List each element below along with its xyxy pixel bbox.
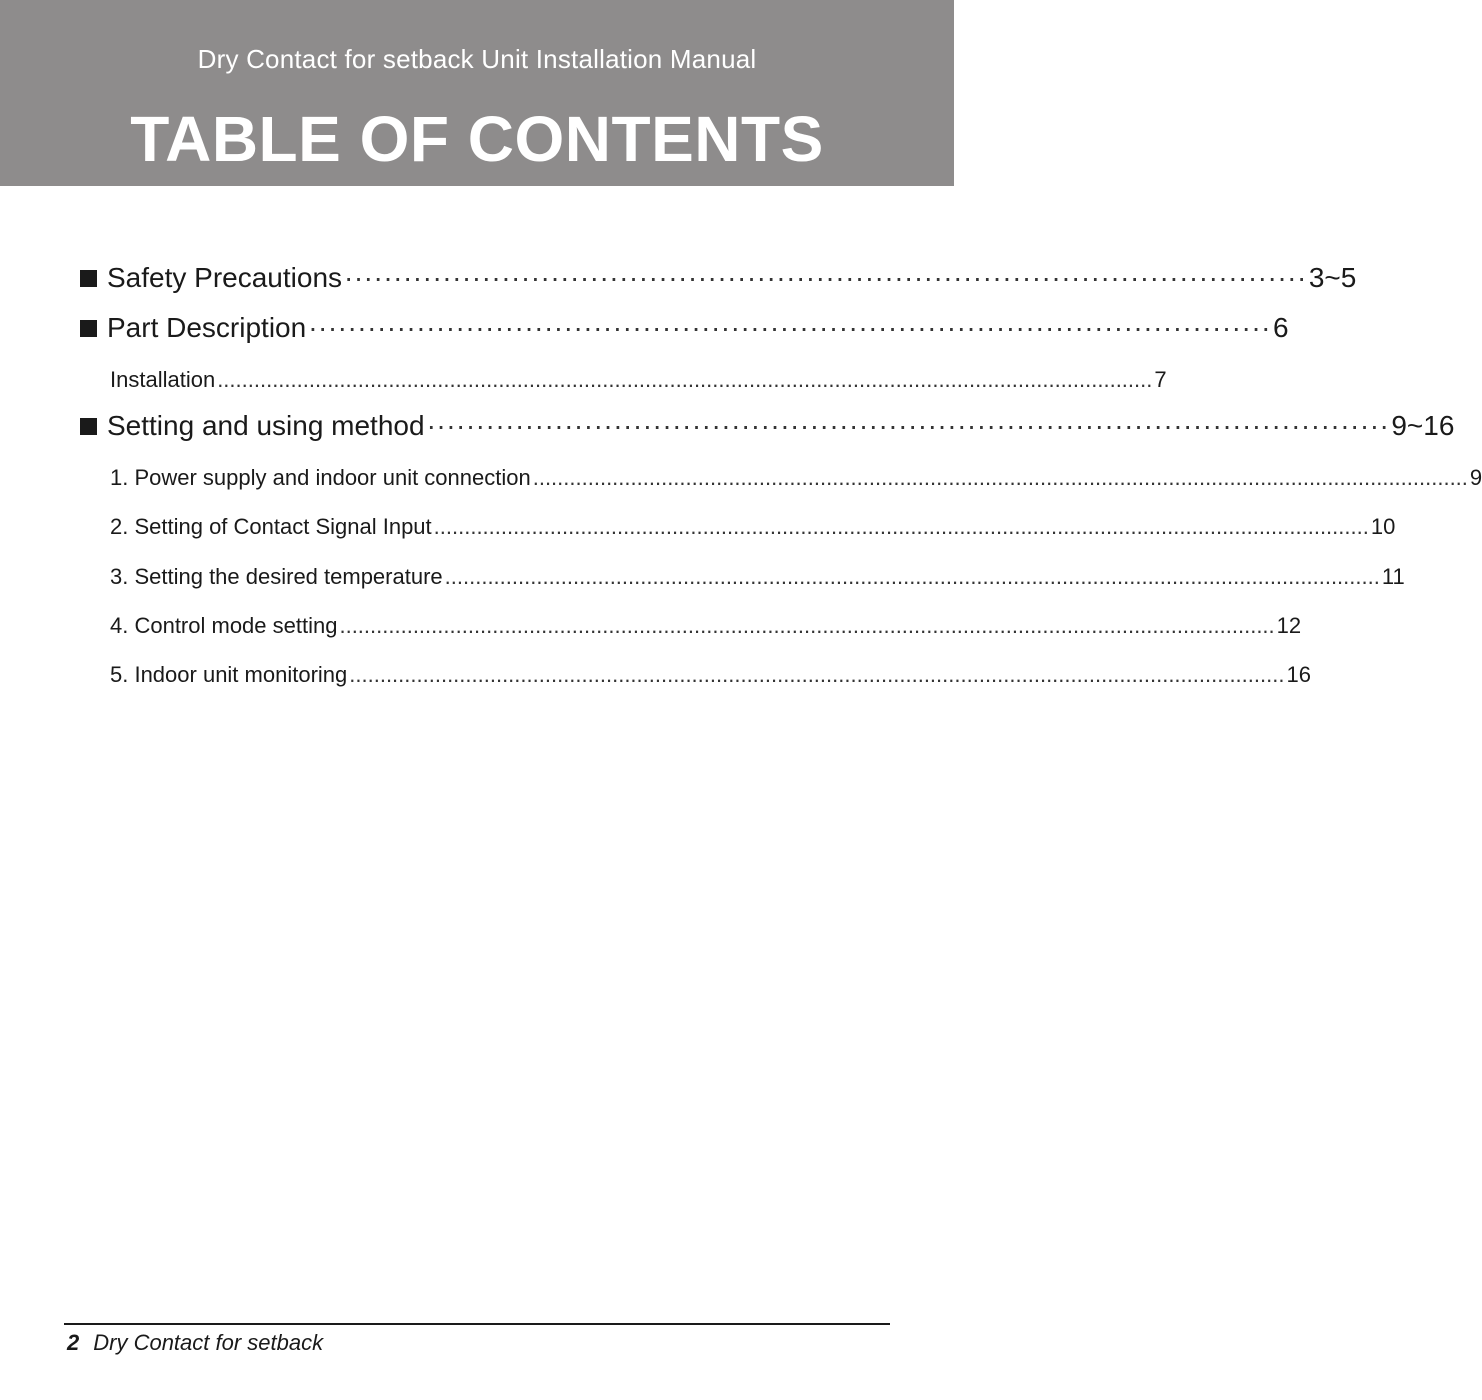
toc-entry-power-supply[interactable] bbox=[110, 465, 1482, 491]
dot-leader: ......................................................................................................................................................... bbox=[217, 367, 1153, 392]
toc-entry-contact-signal-input[interactable] bbox=[110, 514, 1396, 540]
header-banner bbox=[0, 0, 954, 186]
dot-leader: ·································································································· bbox=[426, 410, 1390, 441]
dot-leader: ......................................................................................................................................................... bbox=[433, 514, 1369, 539]
footer-divider bbox=[64, 1323, 890, 1325]
dot-leader: ......................................................................................................................................................... bbox=[349, 662, 1285, 687]
toc-entry-page: 7 bbox=[1154, 367, 1167, 392]
toc-entry-label: 1. Power supply and indoor unit connection bbox=[110, 465, 531, 490]
toc-entry-page: 3~5 bbox=[1308, 262, 1357, 293]
toc-entry-setting-and-using-method[interactable] bbox=[80, 410, 1455, 442]
toc-entry-label: Setting and using method bbox=[107, 410, 425, 441]
footer bbox=[67, 1330, 323, 1356]
dot-leader: ......................................................................................................................................................... bbox=[532, 465, 1468, 490]
toc-entry-indoor-unit-monitoring[interactable] bbox=[110, 662, 1311, 688]
dot-leader: ·································································································· bbox=[308, 312, 1271, 343]
page-title: TABLE OF CONTENTS bbox=[130, 103, 824, 175]
toc-entry-page: 12 bbox=[1276, 613, 1302, 638]
toc-entry-page: 11 bbox=[1381, 564, 1405, 589]
toc-entry-label: 2. Setting of Contact Signal Input bbox=[110, 514, 432, 539]
toc-entry-label: 5. Indoor unit monitoring bbox=[110, 662, 348, 687]
footer-text: Dry Contact for setback bbox=[93, 1330, 324, 1355]
toc-entry-safety-precautions[interactable] bbox=[80, 262, 1357, 294]
toc-entry-label: 4. Control mode setting bbox=[110, 613, 338, 638]
manual-title: Dry Contact for setback Unit Installation Manual bbox=[197, 44, 757, 74]
dot-leader: ·································································································· bbox=[344, 262, 1307, 293]
toc-entry-page: 10 bbox=[1370, 514, 1396, 539]
black-square-icon bbox=[80, 320, 97, 337]
toc-entry-control-mode-setting[interactable] bbox=[110, 613, 1302, 639]
black-square-icon bbox=[80, 270, 97, 287]
toc-entry-label: Part Description bbox=[107, 312, 307, 343]
toc-entry-label: Safety Precautions bbox=[107, 262, 343, 293]
black-square-icon bbox=[80, 418, 97, 435]
toc-entry-part-description[interactable] bbox=[80, 312, 1289, 344]
toc-entry-page: 6 bbox=[1272, 312, 1289, 343]
toc-entry-installation[interactable] bbox=[110, 367, 1167, 393]
toc-entry-desired-temperature[interactable] bbox=[110, 564, 1405, 590]
dot-leader: ......................................................................................................................................................... bbox=[444, 564, 1380, 589]
toc-entry-label: Installation bbox=[110, 367, 216, 392]
toc-entry-page: 9 bbox=[1469, 465, 1482, 490]
toc-entry-page: 9~16 bbox=[1391, 410, 1455, 441]
dot-leader: ......................................................................................................................................................... bbox=[339, 613, 1275, 638]
toc-entry-page: 16 bbox=[1286, 662, 1311, 687]
footer-page-number: 2 bbox=[67, 1330, 80, 1355]
toc-entry-label: 3. Setting the desired temperature bbox=[110, 564, 443, 589]
